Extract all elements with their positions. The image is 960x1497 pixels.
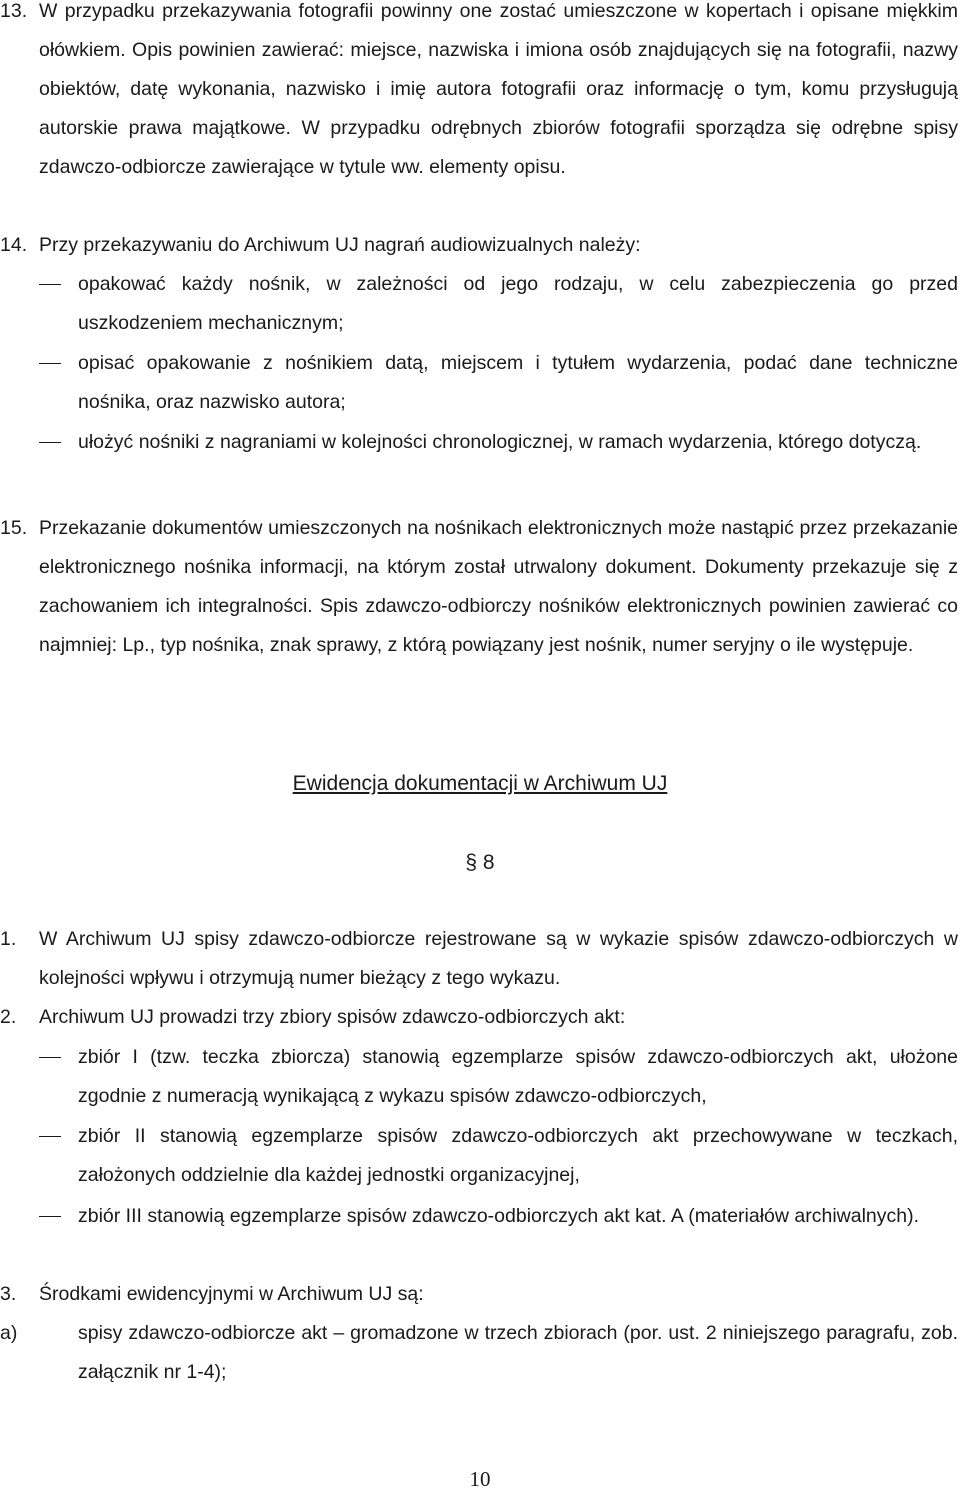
dash-list-item: [39, 344, 958, 422]
list-item-15: [0, 509, 958, 665]
paragraph-point-1: [0, 920, 958, 998]
dash-list-item: [39, 265, 958, 343]
paragraph-point-3: [0, 1275, 958, 1314]
dash-bullet-icon: [39, 1136, 61, 1137]
list-item-14: [0, 226, 958, 265]
dash-bullet-icon: [39, 284, 61, 285]
point-text: Środkami ewidencyjnymi w Archiwum UJ są:: [39, 1283, 424, 1305]
dash-list-item: [39, 1038, 958, 1116]
item-number: 14.: [0, 234, 28, 256]
bullet-text: opisać opakowanie z nośnikiem datą, miejscem i tytułem wydarzenia, podać dane techniczne nośnika, oraz nazwisko autora;: [78, 352, 958, 413]
dash-bullet-icon: [39, 1216, 61, 1217]
page-number: 10: [469, 1467, 491, 1491]
paragraph-mark: § 8: [465, 851, 495, 874]
paragraph-point-2: [0, 998, 958, 1037]
bullet-text: opakować każdy nośnik, w zależności od jego rodzaju, w celu zabezpieczenia go przed uszkodzeniem mechanicznym;: [78, 273, 958, 334]
sub-point-text: spisy zdawczo-odbiorcze akt – gromadzone w trzech zbiorach (por. ust. 2 niniejszego paragrafu, zob. załącznik nr 1-4);: [78, 1322, 958, 1383]
dash-list-item: [39, 423, 958, 462]
section-title: Ewidencja dokumentacji w Archiwum UJ: [292, 772, 668, 795]
dash-list-item: [39, 1197, 958, 1236]
item-text: Przekazanie dokumentów umieszczonych na nośnikach elektronicznych może nastąpić przez przekazanie elektronicznego nośnika informacji, na którym został utrwalony dokument. Dokumenty przekazuje się z zachowaniem ich integralności. Spis zdawczo-odbiorczy nośników elektronicznych powinien zawierać co najmniej: Lp., typ nośnika, znak sprawy, z którą powiązany jest nośnik, numer seryjny o ile występuje.: [39, 517, 958, 656]
sub-point-a: [0, 1314, 958, 1392]
bullet-text: zbiór III stanowią egzemplarze spisów zdawczo-odbiorczych akt kat. A (materiałów archiwalnych).: [78, 1205, 920, 1227]
point-number: 3.: [0, 1283, 17, 1305]
item-text: Przy przekazywaniu do Archiwum UJ nagrań audiowizualnych należy:: [39, 234, 641, 256]
point-number: 2.: [0, 1006, 17, 1028]
point-text: Archiwum UJ prowadzi trzy zbiory spisów zdawczo-odbiorczych akt:: [39, 1006, 626, 1028]
dash-bullet-icon: [39, 363, 61, 364]
item-text: W przypadku przekazywania fotografii powinny one zostać umieszczone w kopertach i opisane miękkim ołówkiem. Opis powinien zawierać: miejsce, nazwiska i imiona osób znajdujących się na fotografii, nazwy obiektów, datę wykonania, nazwisko i imię autora fotografii oraz informację o tym, komu przysługują autorskie prawa majątkowe. W przypadku odrębnych zbiorów fotografii sporządza się odrębne spisy zdawczo-odbiorcze zawierające w tytule ww. elementy opisu.: [39, 0, 958, 178]
dash-bullet-icon: [39, 1057, 61, 1058]
item-number: 13.: [0, 0, 28, 22]
point-number: 1.: [0, 928, 17, 950]
bullet-text: ułożyć nośniki z nagraniami w kolejności chronologicznej, w ramach wydarzenia, którego dotyczą.: [78, 431, 922, 453]
list-item-13: [0, 0, 958, 187]
sub-point-label: a): [0, 1322, 18, 1344]
dash-bullet-icon: [39, 442, 61, 443]
item-number: 15.: [0, 517, 28, 539]
bullet-text: zbiór I (tzw. teczka zbiorcza) stanowią egzemplarze spisów zdawczo-odbiorczych akt, ułożone zgodnie z numeracją wynikającą z wykazu spisów zdawczo-odbiorczych,: [78, 1046, 958, 1107]
point-text: W Archiwum UJ spisy zdawczo-odbiorcze rejestrowane są w wykazie spisów zdawczo-odbiorczych w kolejności wpływu i otrzymują numer bieżący z tego wykazu.: [39, 928, 958, 989]
bullet-text: zbiór II stanowią egzemplarze spisów zdawczo-odbiorczych akt przechowywane w teczkach, założonych oddzielnie dla każdej jednostki organizacyjnej,: [78, 1125, 958, 1186]
dash-list-item: [39, 1117, 958, 1195]
